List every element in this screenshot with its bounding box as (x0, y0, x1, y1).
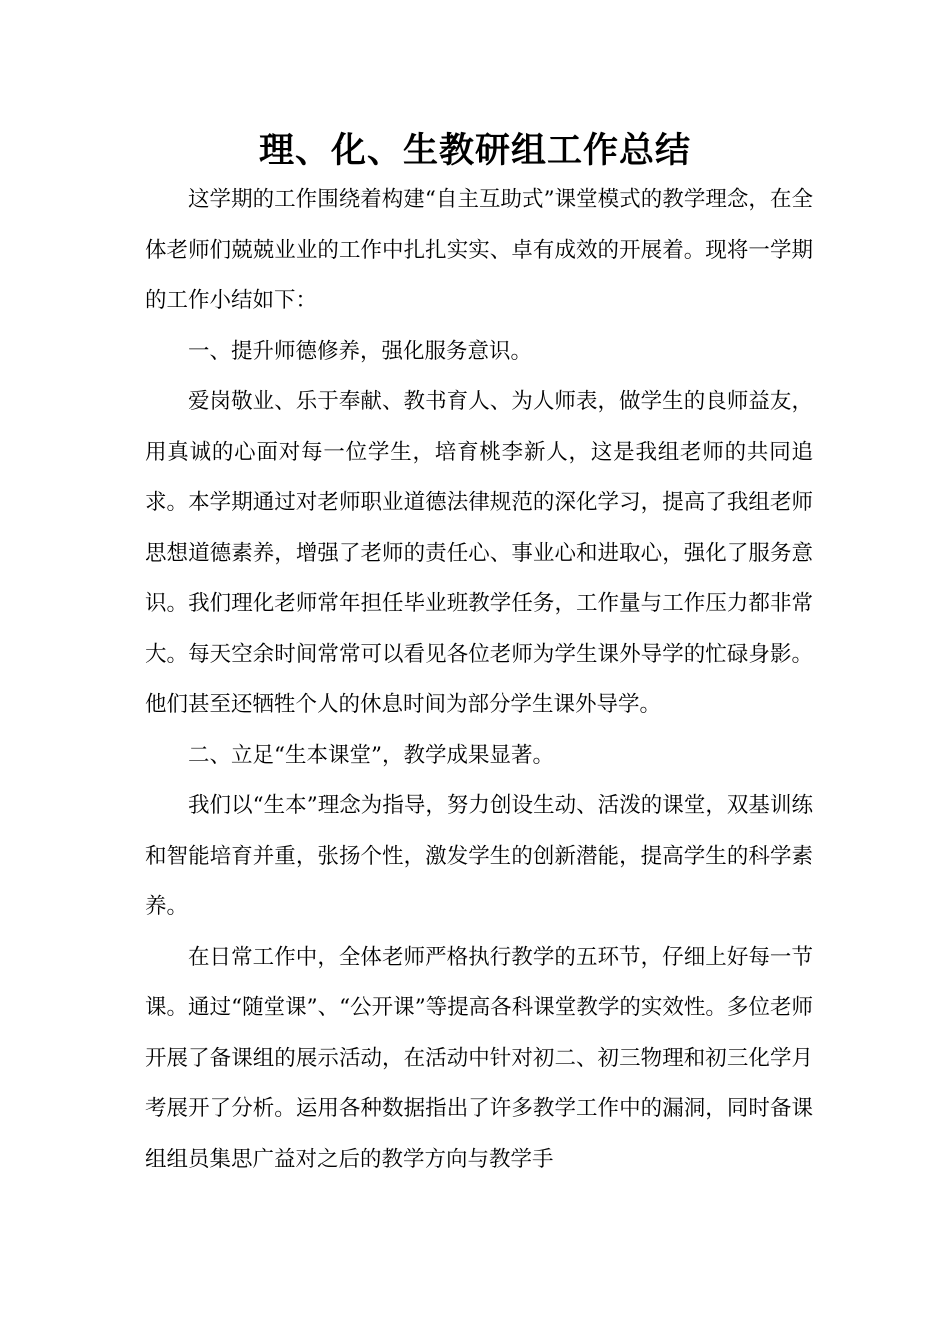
section-heading-2: 二、立足“生本课堂”，教学成果显著。 (188, 742, 554, 768)
section-heading-1: 一、提升师德修养，强化服务意识。 (188, 338, 533, 364)
paragraph-intro: 这学期的工作围绕着构建“自主互助式”课堂模式的教学理念，在全体老师们兢兢业业的工作中扎扎实实、卓有成效的开展着。现将一学期的工作小结如下： (145, 187, 813, 313)
paragraph-section-2a: 我们以“生本”理念为指导，努力创设生动、活泼的课堂，双基训练和智能培育并重，张扬个性，激发学生的创新潜能，提高学生的科学素养。 (145, 793, 813, 919)
paragraph-section-2b: 在日常工作中，全体老师严格执行教学的五环节，仔细上好每一节课。通过“随堂课”、“公开课”等提高各科课堂教学的实效性。多位老师开展了备课组的展示活动，在活动中针对初二、初三物理和初三化学月考展开了分析。运用各种数据指出了许多教学工作中的漏洞，同时备课组组员集思广益对之后的教学方向与教学手 (145, 944, 813, 1172)
document-title: 理、化、生教研组工作总结 (258, 130, 691, 171)
document-body (145, 175, 813, 1185)
paragraph-section-1: 爱岗敬业、乐于奉献、教书育人、为人师表，做学生的良师益友，用真诚的心面对每一位学生，培育桃李新人，这是我组老师的共同追求。本学期通过对老师职业道德法律规范的深化学习，提高了我组老师思想道德素养，增强了老师的责任心、事业心和进取心，强化了服务意识。我们理化老师常年担任毕业班教学任务，工作量与工作压力都非常大。每天空余时间常常可以看见各位老师为学生课外导学的忙碌身影。他们甚至还牺牲个人的休息时间为部分学生课外导学。 (145, 389, 813, 717)
